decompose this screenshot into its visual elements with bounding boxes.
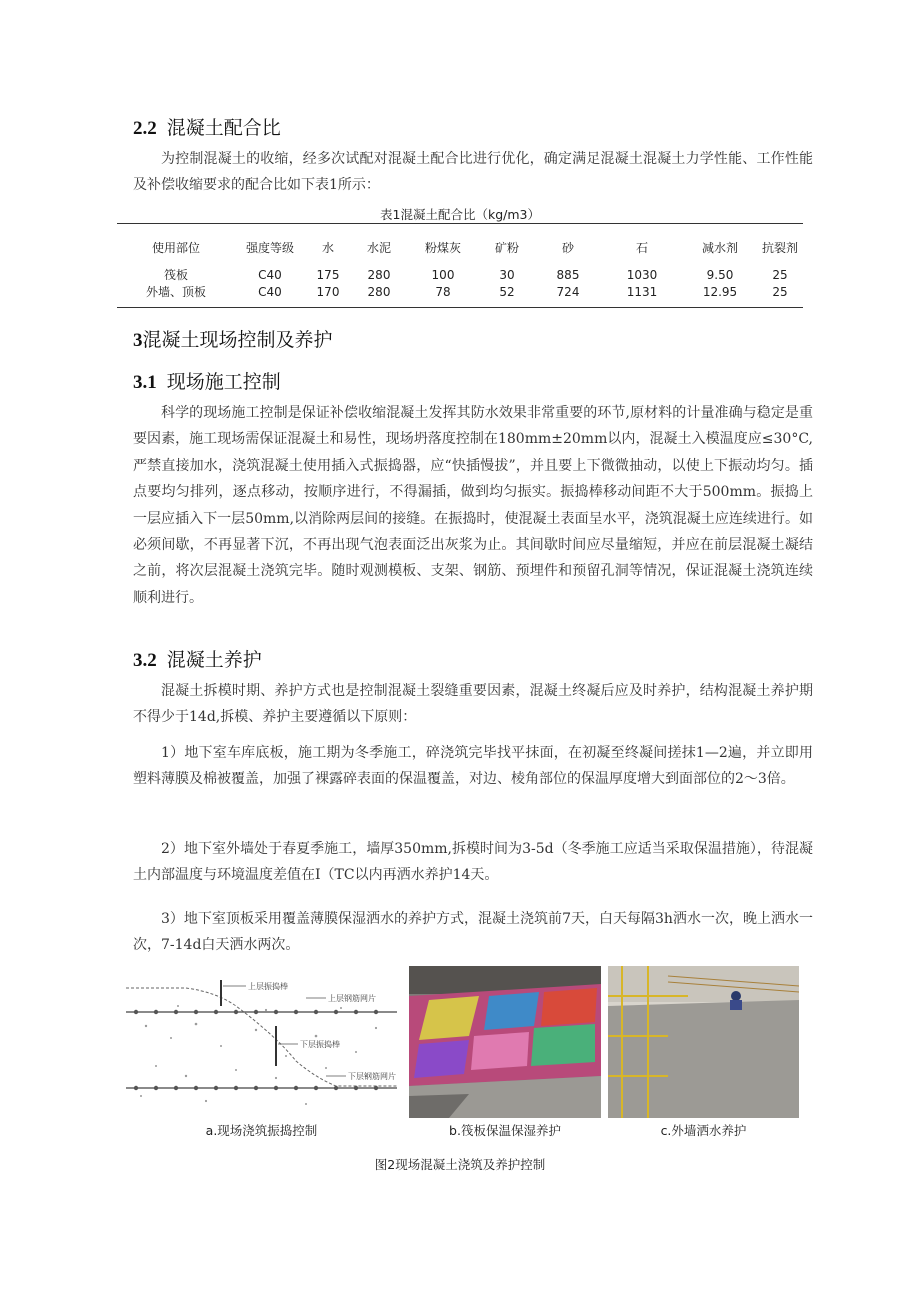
table-cell: 175 bbox=[316, 267, 340, 282]
section-number: 3 bbox=[133, 330, 143, 351]
section-number: 2.2 bbox=[133, 118, 157, 139]
section-title: 混凝土配合比 bbox=[166, 117, 281, 139]
figure-b-caption: b.筏板保温保湿养护 bbox=[449, 1123, 561, 1138]
section-number: 3.2 bbox=[133, 650, 157, 671]
table-header-cell: 水泥 bbox=[366, 240, 391, 255]
table-cell: C40 bbox=[258, 267, 282, 282]
section-title: 现场施工控制 bbox=[166, 371, 281, 393]
table-cell: 52 bbox=[499, 284, 515, 299]
table-cell: 280 bbox=[367, 284, 391, 299]
section-3-1-heading bbox=[133, 367, 281, 394]
diagram-label-upper-mesh: 上层钢筋网片 bbox=[328, 994, 376, 1003]
rule-item-2: 2）地下室外墙处于春夏季施工，墙厚350mm,拆模时间为3-5d（冬季施工应适当采取保温措施），待混凝土内部温度与环境温度差值在I（TC以内再洒水养护14天。 bbox=[133, 841, 813, 884]
table-cell: 100 bbox=[431, 267, 455, 282]
table-bottom-rule bbox=[117, 307, 803, 308]
table-cell: 885 bbox=[556, 267, 580, 282]
table-row bbox=[117, 266, 803, 283]
diagram-label-lower-vibrator: 下层振捣棒 bbox=[300, 1040, 340, 1049]
table-cell: 筏板 bbox=[163, 268, 188, 282]
table-header-cell: 石 bbox=[635, 240, 648, 255]
rule-item-3: 3）地下室顶板采用覆盖薄膜保湿洒水的养护方式，混凝土浇筑前7天，白天每隔3h洒水一次，晚上洒水一次，7-14d白天洒水两次。 bbox=[133, 911, 813, 954]
figure-b-raft-curing-photo bbox=[409, 966, 601, 1118]
figure-c-wall-curing-photo bbox=[608, 966, 799, 1118]
table-cell: 25 bbox=[772, 267, 788, 282]
table-cell: 170 bbox=[316, 284, 340, 299]
section-3-heading bbox=[133, 325, 333, 352]
vibration-diagram-svg bbox=[126, 966, 397, 1118]
section-3-2-heading bbox=[133, 645, 262, 672]
table-header-row bbox=[117, 236, 803, 258]
table-header-cell: 抗裂剂 bbox=[761, 240, 798, 255]
rule-item-1: 1）地下室车库底板，施工期为冬季施工，碎浇筑完毕找平抹面，在初凝至终凝间搓抹1—2遍，并立即用塑料薄膜及棉被覆盖，加强了裸露碎表面的保温覆盖，对边、棱角部位的保温厚度增大到面部位的2～3倍。 bbox=[133, 745, 813, 788]
table-top-rule bbox=[117, 223, 803, 224]
table-cell: 280 bbox=[367, 267, 391, 282]
table-header-cell: 使用部位 bbox=[151, 240, 200, 255]
table-header-cell: 强度等级 bbox=[245, 240, 294, 255]
table-cell: 78 bbox=[435, 284, 451, 299]
table-header-cell: 粉煤灰 bbox=[424, 240, 461, 255]
table-header-cell: 砂 bbox=[561, 240, 574, 255]
figure-c-caption: c.外墙洒水养护 bbox=[660, 1123, 747, 1138]
table-row bbox=[117, 283, 803, 300]
table-header-cell: 矿粉 bbox=[494, 240, 519, 255]
figure-2-caption: 图2现场混凝土浇筑及养护控制 bbox=[374, 1157, 546, 1172]
table-cell: 25 bbox=[772, 284, 788, 299]
section-3-1-paragraph: 科学的现场施工控制是保证补偿收缩混凝土发挥其防水效果非常重要的环节,原材料的计量准确与稳定是重要因素，施工现场需保证混凝土和易性，现场坍落度控制在180mm±20mm以内，混凝土入模温度应≤30°C,严禁直接加水，浇筑混凝土使用插入式振捣器，应“快插慢拔”，并且要上下微微抽动，以使上下振动均匀。插点要均匀排列，逐点移动，按顺序进行，不得漏插，做到均匀振实。振捣棒移动间距不大于500mm。振捣上一层应插入下一层50mm,以消除两层间的接缝。在振捣时，使混凝土表面呈水平，浇筑混凝土应连续进行。如必须间歇，不再显著下沉，不再出现气泡表面泛出灰浆为止。其间歇时间应尽量缩短，并应在前层混凝土凝结之前，将次层混凝土浇筑完毕。随时观测模板、支架、钢筋、预埋件和预留孔洞等情况，保证混凝土浇筑连续顺利进行。 bbox=[133, 405, 813, 606]
diagram-label-upper-vibrator: 上层振捣棒 bbox=[248, 982, 288, 991]
table-cell: 724 bbox=[556, 284, 580, 299]
section-3-2-paragraph: 混凝土拆模时期、养护方式也是控制混凝土裂缝重要因素，混凝土终凝后应及时养护，结构混凝土养护期不得少于14d,拆模、养护主要遵循以下原则： bbox=[133, 683, 813, 726]
table-cell: 1131 bbox=[626, 284, 658, 299]
section-2-2-heading bbox=[133, 113, 281, 140]
section-title: 混凝土现场控制及养护 bbox=[142, 329, 333, 351]
table-header-cell: 水 bbox=[321, 240, 334, 255]
table-cell: 12.95 bbox=[702, 284, 738, 299]
table-cell: 外墙、顶板 bbox=[145, 285, 206, 299]
wall-photo-svg bbox=[608, 966, 799, 1118]
mix-ratio-table bbox=[117, 236, 803, 300]
figure-a-vibration-diagram bbox=[126, 966, 397, 1118]
raft-photo-svg bbox=[409, 966, 601, 1118]
section-2-2-paragraph: 为控制混凝土的收缩，经多次试配对混凝土配合比进行优化，确定满足混凝土混凝土力学性能、工作性能及补偿收缩要求的配合比如下表1所示： bbox=[133, 151, 813, 194]
section-number: 3.1 bbox=[133, 372, 157, 393]
table-header-cell: 减水剂 bbox=[701, 240, 738, 255]
table-caption: 表1混凝土配合比（kg/m3） bbox=[380, 207, 540, 222]
section-title: 混凝土养护 bbox=[166, 649, 262, 671]
diagram-label-lower-mesh: 下层钢筋网片 bbox=[348, 1072, 396, 1081]
table-cell: 9.50 bbox=[706, 267, 734, 282]
table-cell: C40 bbox=[258, 284, 282, 299]
figure-a-caption: a.现场浇筑振捣控制 bbox=[205, 1123, 318, 1138]
table-cell: 30 bbox=[499, 267, 515, 282]
table-cell: 1030 bbox=[626, 267, 658, 282]
